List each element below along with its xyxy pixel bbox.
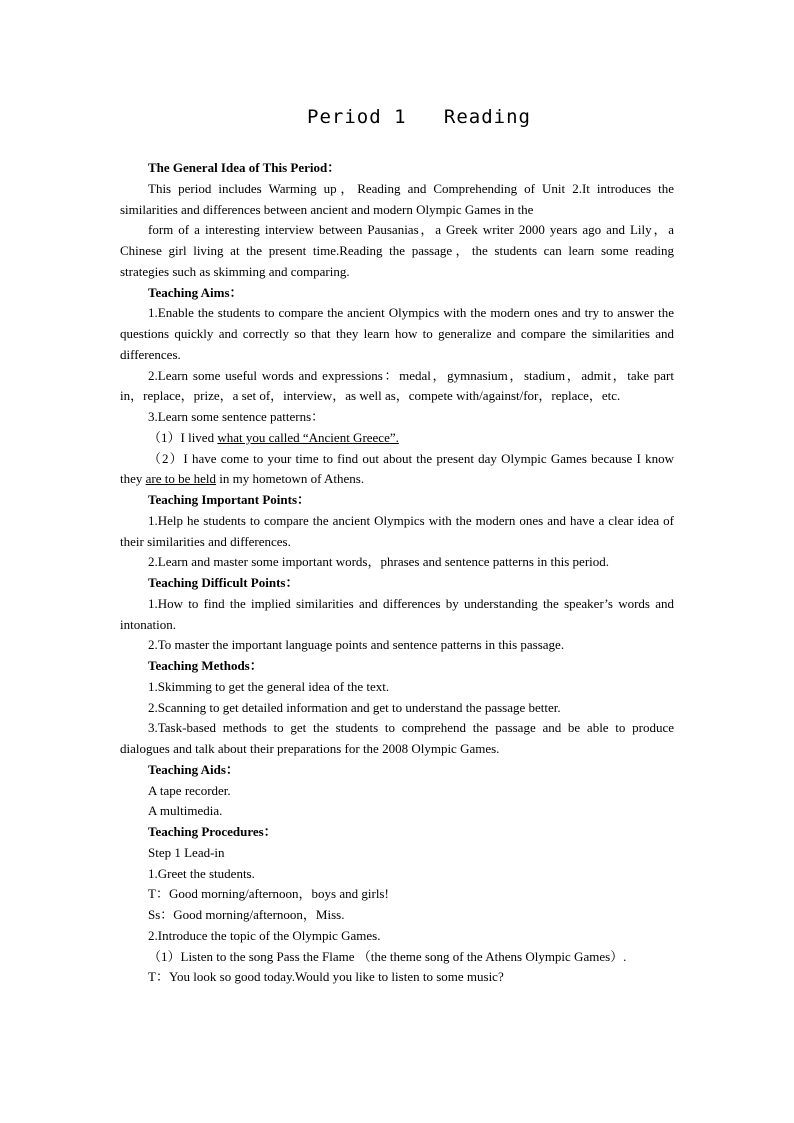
important-points-item-1: 1.Help he students to compare the ancient Olympics with the modern ones and have a clear idea of their similarities and differences. (120, 512, 674, 549)
sentence-pattern-2-suffix: in my hometown of Athens. (216, 471, 365, 487)
aims-heading: Teaching Aims： (148, 284, 243, 300)
aids-heading: Teaching Aids： (148, 761, 239, 777)
procedures-heading: Teaching Procedures： (148, 824, 277, 839)
sentence-pattern-1-underlined: what you called “Ancient Greece”. (217, 429, 399, 445)
difficult-points-item-2: 2.To master the important language points and sentence patterns in this passage. (148, 637, 565, 653)
procedures-line-1: 1.Greet the students. (148, 865, 255, 881)
procedures-line-4: 2.Introduce the topic of the Olympic Games. (148, 927, 381, 943)
aims-item-1: 1.Enable the students to compare the ancient Olympics with the modern ones and try to answer the questions quickly and correctly so that they learn how to generalize and compare the similarities and differences. (120, 305, 674, 362)
difficult-points-item-1: 1.How to find the implied similarities and differences by understanding the speaker’s words and intonation. (120, 595, 674, 632)
important-points-item-2: 2.Learn and master some important words，phrases and sentence patterns in this period. (148, 554, 610, 570)
general-idea-heading: The General Idea of This Period： (148, 160, 341, 175)
important-points-heading: Teaching Important Points： (148, 492, 311, 507)
methods-heading: Teaching Methods： (148, 658, 263, 673)
methods-item-1: 1.Skimming to get the general idea of the text. (148, 678, 390, 694)
general-idea-para-1: This period includes Warming up，Reading and Comprehending of Unit 2.It introduces the similarities and differences between ancient and modern Olympic Games in the (120, 180, 674, 217)
sentence-pattern-1 (120, 428, 674, 449)
aims-item-3: 3.Learn some sentence patterns： (148, 409, 325, 424)
document-body (120, 158, 674, 988)
methods-item-2: 2.Scanning to get detailed information and get to understand the passage better. (148, 699, 561, 715)
sentence-pattern-1-text: （1）I lived (148, 429, 218, 445)
general-idea-para-2: form of a interesting interview between Pausanias，a Greek writer 2000 years ago and Lily，a Chinese girl living at the present time.Reading the passage，the students can learn some reading strategies such as skimming and comparing. (120, 222, 674, 279)
procedures-line-3: Ss：Good morning/afternoon，Miss. (148, 907, 345, 922)
difficult-points-heading: Teaching Difficult Points： (148, 575, 299, 590)
aims-item-2: 2.Learn some useful words and expressions：medal，gymnasium，stadium，admit，take part in，replace，prize，a set of，interview，as well as，compete with/against/for，replace，etc. (120, 367, 674, 404)
procedures-line-5: （1）Listen to the song Pass the Flame （the theme song of the Athens Olympic Games）. (148, 948, 627, 964)
document-title: Period 1 Reading (307, 106, 531, 128)
aids-item-1: A tape recorder. (148, 782, 231, 798)
procedures-line-6: T：You look so good today.Would you like to listen to some music? (148, 969, 504, 985)
sentence-pattern-2-text: （2）I have come to your time to find out about the present day Olympic Games because I know they (120, 450, 674, 487)
procedures-line-2: T：Good morning/afternoon，boys and girls! (148, 886, 389, 902)
methods-item-3: 3.Task-based methods to get the students to comprehend the passage and be able to produce dialogues and talk about their preparations for the 2008 Olympic Games. (120, 720, 674, 756)
sentence-pattern-2-underlined: are to be held (145, 471, 217, 487)
sentence-pattern-2 (120, 449, 674, 491)
procedures-step-1: Step 1 Lead-in (148, 844, 225, 860)
aids-item-2: A multimedia. (148, 803, 223, 819)
